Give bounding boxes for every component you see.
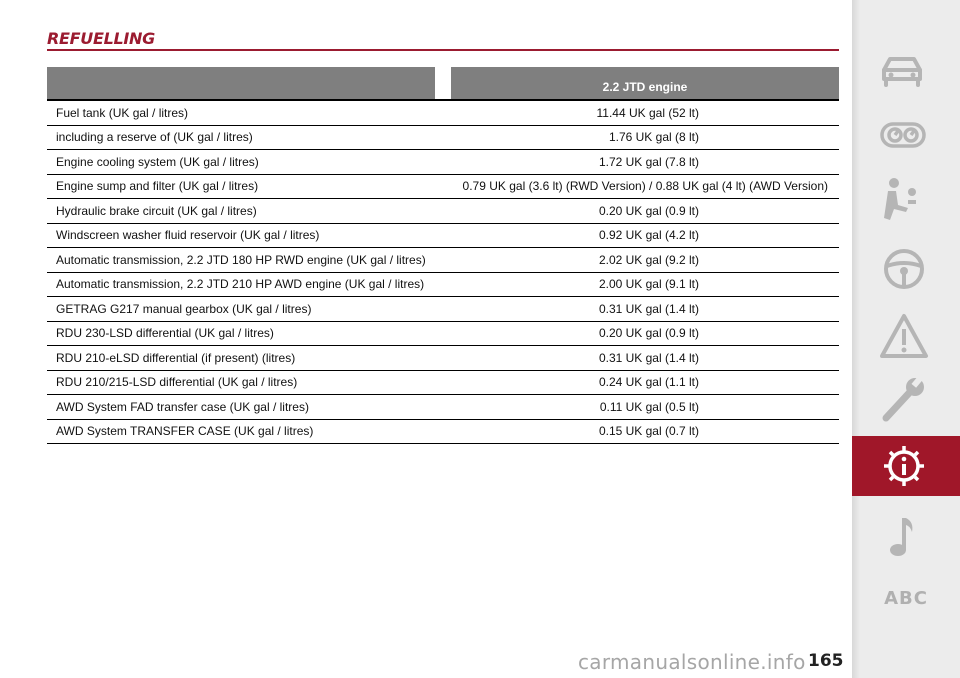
row-label: Engine cooling system (UK gal / litres) — [47, 150, 447, 175]
wrench-icon[interactable] — [872, 374, 932, 424]
technical-data-gear-icon[interactable] — [872, 441, 932, 491]
warning-triangle-icon[interactable] — [872, 312, 932, 362]
row-value-cell — [447, 174, 839, 199]
row-label: Automatic transmission, 2.2 JTD 180 HP RWD engine (UK gal / litres) — [47, 248, 447, 273]
row-value-cell — [447, 370, 839, 395]
row-label: RDU 210-eLSD differential (if present) (litres) — [47, 346, 447, 371]
airbag-seat-icon[interactable] — [872, 174, 932, 224]
table-row — [47, 223, 839, 248]
table-row — [47, 395, 839, 420]
row-value-cell — [447, 321, 839, 346]
row-value-cell — [447, 272, 839, 297]
row-value-cell — [447, 223, 839, 248]
row-label: including a reserve of (UK gal / litres) — [47, 125, 447, 150]
table-row — [47, 272, 839, 297]
row-value-cell — [447, 199, 839, 224]
row-label: Automatic transmission, 2.2 JTD 210 HP AWD engine (UK gal / litres) — [47, 272, 447, 297]
row-value: 1.76 UK gal (8 lt) — [608, 130, 699, 145]
row-label: Fuel tank (UK gal / litres) — [47, 101, 447, 125]
row-value-cell — [447, 297, 839, 322]
row-label: GETRAG G217 manual gearbox (UK gal / litres) — [47, 297, 447, 322]
page-number: 165 — [808, 651, 844, 671]
sidebar-shadow — [852, 0, 860, 678]
row-value: 0.11 UK gal (0.5 lt) — [599, 399, 699, 414]
row-label: AWD System TRANSFER CASE (UK gal / litres) — [47, 419, 447, 444]
table-header-label-cell — [47, 67, 435, 99]
title-divider — [47, 49, 839, 51]
music-note-icon[interactable] — [872, 512, 932, 562]
row-label: RDU 210/215-LSD differential (UK gal / litres) — [47, 370, 447, 395]
row-value-cell — [447, 150, 839, 175]
table-header-engine: 2.2 JTD engine — [451, 67, 839, 99]
table-row — [47, 174, 839, 199]
row-label: Engine sump and filter (UK gal / litres) — [47, 174, 447, 199]
steering-wheel-icon[interactable] — [872, 244, 932, 294]
row-label: Hydraulic brake circuit (UK gal / litres) — [47, 199, 447, 224]
table-row — [47, 150, 839, 175]
row-value: 0.31 UK gal (1.4 lt) — [598, 301, 699, 316]
page-title: REFUELLING — [47, 29, 155, 48]
refuelling-table — [47, 101, 839, 444]
table-row — [47, 199, 839, 224]
row-value-cell — [447, 395, 839, 420]
table-row — [47, 297, 839, 322]
table-row — [47, 370, 839, 395]
row-value-cell — [447, 248, 839, 273]
row-value-cell — [447, 101, 839, 125]
table-row — [47, 125, 839, 150]
row-value: 2.00 UK gal (9.1 lt) — [598, 277, 699, 292]
car-icon[interactable] — [872, 46, 932, 96]
watermark: carmanualsonline.info — [578, 650, 806, 674]
row-value: 2.02 UK gal (9.2 lt) — [598, 252, 699, 267]
table-row — [47, 321, 839, 346]
row-value: 0.92 UK gal (4.2 lt) — [598, 228, 699, 243]
table-row — [47, 101, 839, 125]
table-row — [47, 346, 839, 371]
row-value: 0.31 UK gal (1.4 lt) — [598, 350, 699, 365]
row-label: RDU 230-LSD differential (UK gal / litres) — [47, 321, 447, 346]
instrument-panel-icon[interactable] — [872, 110, 932, 160]
row-value: 11.44 UK gal (52 lt) — [596, 105, 699, 120]
row-value: 0.20 UK gal (0.9 lt) — [598, 326, 699, 341]
row-value: 0.20 UK gal (0.9 lt) — [598, 203, 699, 218]
table-row — [47, 248, 839, 273]
row-label: AWD System FAD transfer case (UK gal / litres) — [47, 395, 447, 420]
row-value-cell — [447, 346, 839, 371]
row-value-cell — [447, 125, 839, 150]
row-value: 0.24 UK gal (1.1 lt) — [598, 375, 699, 390]
index-abc-tab[interactable]: ABC — [884, 588, 928, 609]
row-value: 1.72 UK gal (7.8 lt) — [598, 154, 699, 169]
row-value: 0.79 UK gal (3.6 lt) (RWD Version) / 0.88 UK gal (4 lt) (AWD Version) — [462, 179, 828, 194]
row-value-cell — [447, 419, 839, 444]
row-value: 0.15 UK gal (0.7 lt) — [598, 424, 699, 439]
row-label: Windscreen washer fluid reservoir (UK gal / litres) — [47, 223, 447, 248]
table-row — [47, 419, 839, 444]
